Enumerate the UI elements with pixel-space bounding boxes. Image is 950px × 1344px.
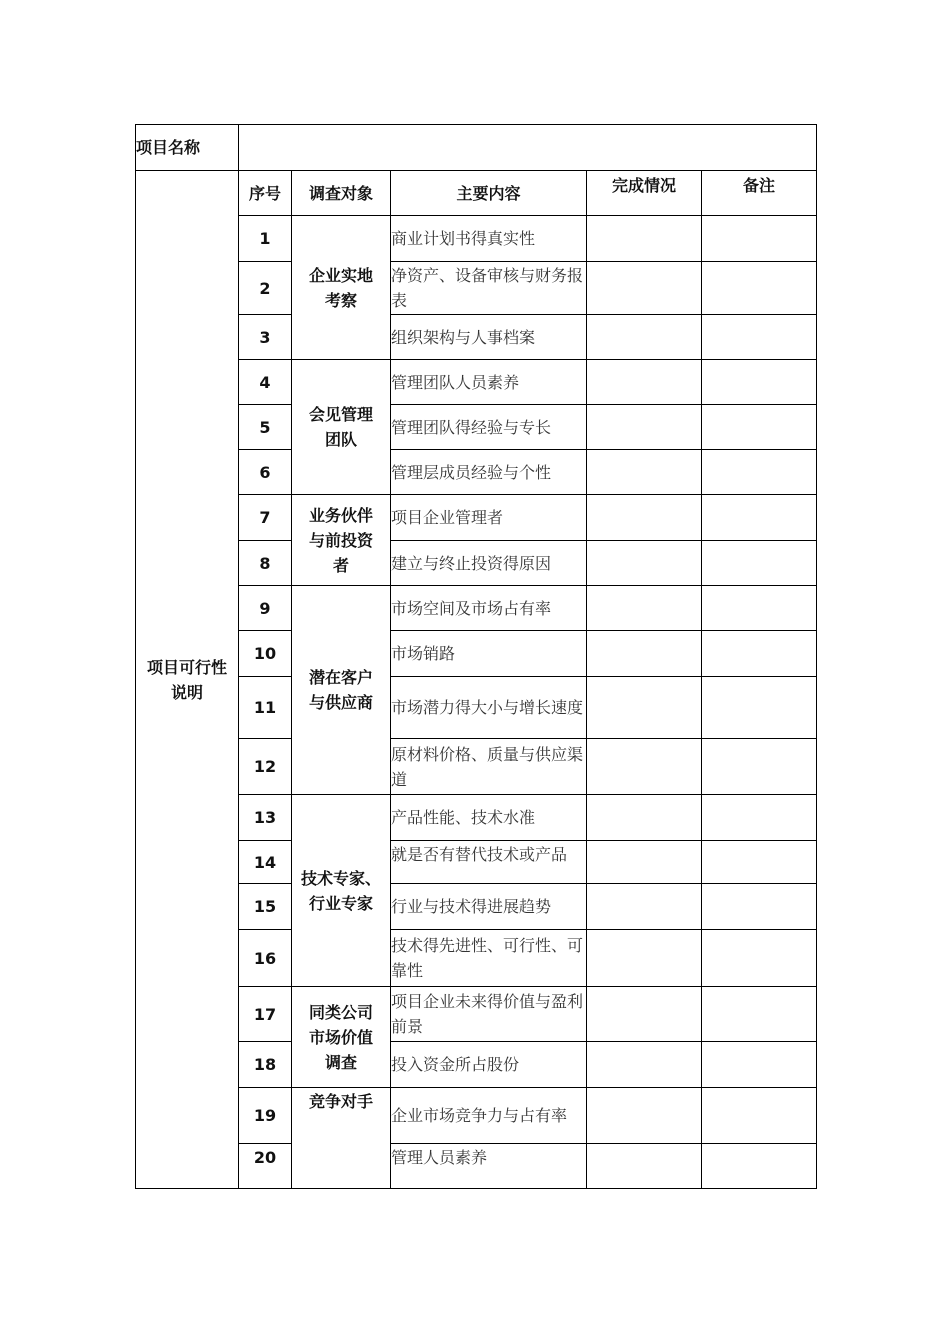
status-cell[interactable]: [587, 495, 702, 541]
row-number: 2: [239, 262, 292, 315]
remarks-cell[interactable]: [702, 1042, 817, 1088]
row-number: 13: [239, 795, 292, 841]
row-number: 15: [239, 884, 292, 930]
content-cell: 技术得先进性、可行性、可靠性: [391, 930, 587, 987]
content-cell: 产品性能、技术水准: [391, 795, 587, 841]
content-cell: 管理团队人员素养: [391, 360, 587, 405]
row-number: 1: [239, 216, 292, 262]
status-cell[interactable]: [587, 315, 702, 360]
survey-object-label: 会见管理团队: [308, 405, 373, 449]
content-cell: 行业与技术得进展趋势: [391, 884, 587, 930]
survey-table: [135, 124, 817, 1189]
table-row: [136, 495, 817, 541]
row-number: 7: [239, 495, 292, 541]
table-row: [136, 586, 817, 631]
survey-object-label: 同类公司市场价值调查: [308, 1002, 373, 1072]
row-number: 16: [239, 930, 292, 987]
survey-object-cell: [292, 586, 391, 795]
table-row: [136, 315, 817, 360]
content-cell: 市场销路: [391, 631, 587, 677]
remarks-cell[interactable]: [702, 631, 817, 677]
content-cell: 净资产、设备审核与财务报表: [391, 262, 587, 315]
survey-object-label: 竞争对手: [308, 1092, 373, 1111]
table-row: [136, 631, 817, 677]
header-remarks: 备注: [702, 171, 817, 216]
status-cell[interactable]: [587, 450, 702, 495]
status-cell[interactable]: [587, 586, 702, 631]
status-cell[interactable]: [587, 1088, 702, 1144]
remarks-cell[interactable]: [702, 841, 817, 884]
status-cell[interactable]: [587, 884, 702, 930]
status-cell[interactable]: [587, 631, 702, 677]
row-number: 8: [239, 541, 292, 586]
table-row: [136, 1088, 817, 1144]
project-name-field[interactable]: [239, 125, 817, 171]
table-row: [136, 739, 817, 795]
row-number: 5: [239, 405, 292, 450]
remarks-cell[interactable]: [702, 987, 817, 1042]
content-cell: 管理层成员经验与个性: [391, 450, 587, 495]
survey-object-cell: [292, 987, 391, 1088]
remarks-cell[interactable]: [702, 677, 817, 739]
content-cell: 就是否有替代技术或产品: [391, 841, 587, 884]
remarks-cell[interactable]: [702, 360, 817, 405]
status-cell[interactable]: [587, 360, 702, 405]
survey-object-label: 企业实地考察: [308, 265, 373, 310]
row-number: 20: [239, 1144, 292, 1189]
remarks-cell[interactable]: [702, 450, 817, 495]
survey-object-label: 技术专家、行业专家: [300, 868, 381, 913]
row-number: 12: [239, 739, 292, 795]
content-cell: 市场空间及市场占有率: [391, 586, 587, 631]
survey-object-cell: [292, 1088, 391, 1189]
remarks-cell[interactable]: [702, 795, 817, 841]
content-cell: 管理人员素养: [391, 1144, 587, 1189]
content-cell: 原材料价格、质量与供应渠道: [391, 739, 587, 795]
header-seq: 序号: [239, 171, 292, 216]
remarks-cell[interactable]: [702, 930, 817, 987]
remarks-cell[interactable]: [702, 262, 817, 315]
status-cell[interactable]: [587, 677, 702, 739]
remarks-cell[interactable]: [702, 405, 817, 450]
content-cell: 建立与终止投资得原因: [391, 541, 587, 586]
table-row: [136, 541, 817, 586]
header-content: 主要内容: [391, 171, 587, 216]
table-row: [136, 795, 817, 841]
table-row: [136, 1144, 817, 1189]
content-cell: 组织架构与人事档案: [391, 315, 587, 360]
status-cell[interactable]: [587, 405, 702, 450]
survey-object-label: 业务伙伴与前投资者: [308, 505, 373, 575]
row-number: 9: [239, 586, 292, 631]
remarks-cell[interactable]: [702, 315, 817, 360]
remarks-cell[interactable]: [702, 495, 817, 541]
content-cell: 企业市场竞争力与占有率: [391, 1088, 587, 1144]
row-number: 10: [239, 631, 292, 677]
status-cell[interactable]: [587, 841, 702, 884]
survey-object-cell: [292, 360, 391, 495]
row-number: 18: [239, 1042, 292, 1088]
content-cell: 管理团队得经验与专长: [391, 405, 587, 450]
row-number: 3: [239, 315, 292, 360]
status-cell[interactable]: [587, 216, 702, 262]
row-number: 6: [239, 450, 292, 495]
survey-object-label: 潜在客户与供应商: [308, 668, 373, 712]
table-row: [136, 677, 817, 739]
status-cell[interactable]: [587, 795, 702, 841]
status-cell[interactable]: [587, 739, 702, 795]
content-cell: 投入资金所占股份: [391, 1042, 587, 1088]
table-row: [136, 262, 817, 315]
table-row: [136, 987, 817, 1042]
remarks-cell[interactable]: [702, 586, 817, 631]
project-name-label: 项目名称: [136, 125, 239, 171]
header-object: 调查对象: [292, 171, 391, 216]
row-number: 4: [239, 360, 292, 405]
status-cell[interactable]: [587, 262, 702, 315]
status-cell[interactable]: [587, 1042, 702, 1088]
table-row: [136, 841, 817, 884]
remarks-cell[interactable]: [702, 216, 817, 262]
row-number: 14: [239, 841, 292, 884]
table-row: [136, 884, 817, 930]
row-number: 19: [239, 1088, 292, 1144]
content-cell: 市场潜力得大小与增长速度: [391, 677, 587, 739]
table-row: [136, 360, 817, 405]
remarks-cell[interactable]: [702, 541, 817, 586]
feasibility-label: 项目可行性说明: [136, 171, 239, 1189]
row-number: 11: [239, 677, 292, 739]
survey-object-cell: [292, 216, 391, 360]
table-row: [136, 450, 817, 495]
table-row: [136, 216, 817, 262]
status-cell[interactable]: [587, 930, 702, 987]
header-status: 完成情况: [587, 171, 702, 216]
remarks-cell[interactable]: [702, 884, 817, 930]
remarks-cell[interactable]: [702, 1088, 817, 1144]
status-cell[interactable]: [587, 541, 702, 586]
remarks-cell[interactable]: [702, 1144, 817, 1189]
table-row: [136, 930, 817, 987]
survey-object-cell: [292, 795, 391, 987]
status-cell[interactable]: [587, 987, 702, 1042]
row-number: 17: [239, 987, 292, 1042]
survey-object-cell: [292, 495, 391, 586]
status-cell[interactable]: [587, 1144, 702, 1189]
remarks-cell[interactable]: [702, 739, 817, 795]
content-cell: 项目企业管理者: [391, 495, 587, 541]
content-cell: 商业计划书得真实性: [391, 216, 587, 262]
table-row: [136, 1042, 817, 1088]
content-cell: 项目企业未来得价值与盈利前景: [391, 987, 587, 1042]
table-row: [136, 405, 817, 450]
